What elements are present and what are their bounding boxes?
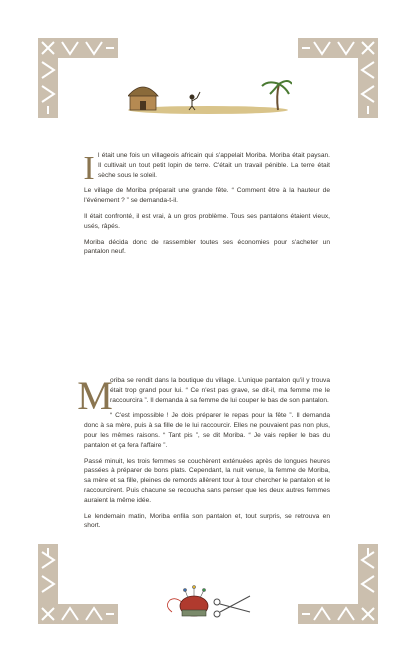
corner-ornament-bottom-left: [38, 544, 118, 624]
paragraph-text: oriba se rendit dans la boutique du village. L'unique pantalon qu'il y trouva était trop grand pour lui. “ Ce n'est pas grave, se dit-il, ma femme me le raccourcira ”. Il demanda à sa femme de lui couper le bas de son pantalon.: [110, 377, 330, 404]
paragraph: [83, 150, 330, 187]
story-part-1: [84, 151, 330, 263]
paragraph-text: l était une fois un villageois africain qui s'appelait Moriba. Moriba était paysan. Il cultivait un tout petit lopin de terre. C'était un travail pénible. La terre était sèche sous le soleil.: [98, 152, 330, 179]
dropcap-i: I: [83, 150, 95, 187]
corner-ornament-bottom-right: [298, 544, 378, 624]
pincushion-scissors-illustration: [162, 582, 254, 622]
hut-roof: [128, 87, 158, 96]
village-scene-illustration: [128, 76, 292, 116]
paragraph: Le village de Moriba préparait une grande fête. “ Comment être à la hauteur de l'événement ? ” se demanda-t-il.: [84, 187, 330, 205]
corner-ornament-top-right: [298, 38, 378, 118]
scissors-icon: [214, 596, 250, 617]
paragraph: Moriba décida donc de rassembler toutes ses économies pour s'acheter un pantalon neuf.: [84, 238, 330, 256]
paragraph: “ C'est impossible ! Je dois préparer le repas pour la fête ”. Il demanda donc à sa mère, puis à sa fille de le lui raccourcir. Elles ne pouvaient pas non plus, pour les mêmes raisons. “ Tant pis ”, se dit Moriba. “ Je vais replier le bas du pantalon et ça fera l'affaire ”.: [84, 412, 330, 449]
palm-tree: [262, 81, 292, 110]
paragraph: Le lendemain matin, Moriba enfila son pantalon et, tout surpris, se retrouva en short.: [84, 512, 330, 530]
dropcap-m: M: [77, 373, 113, 418]
paragraph: Il était confronté, il est vrai, à un gros problème. Tous ses pantalons étaient vieux, usés, râpés.: [84, 212, 330, 230]
story-part-2: [77, 373, 330, 537]
paragraph: Passé minuit, les trois femmes se couchèrent exténuées après de longues heures passées à préparer de bons plats. Cependant, la nuit venue, la femme de Moriba, sa mère et sa fille, pleines de remords allèrent tour à tour chercher le pantalon et le raccourcirent. Puis chacune se recoucha sans penser que les deux autres femmes auraient la même idée.: [84, 457, 330, 504]
paragraph: [77, 373, 330, 418]
corner-ornament-top-left: [38, 38, 118, 118]
